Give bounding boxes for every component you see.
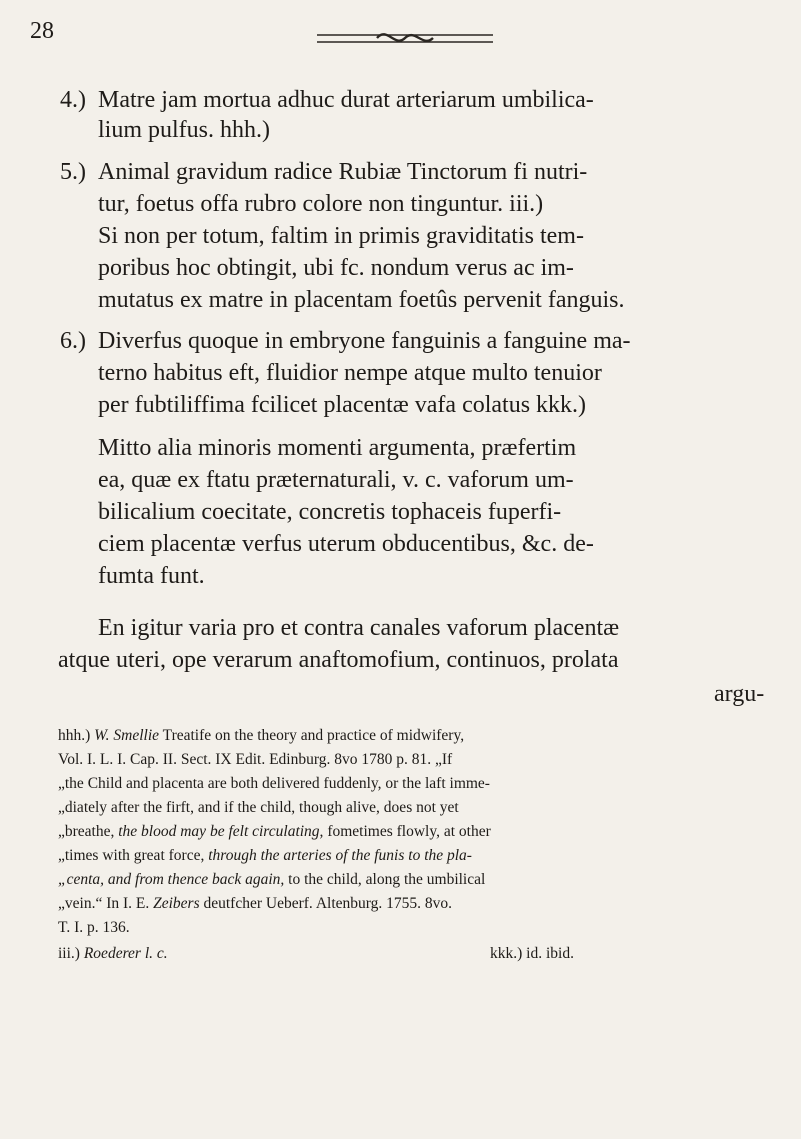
footnote-hhh-line-7-b: to the child, along the umbilical [288,871,486,888]
footnote-hhh-line-4: „diately after the firft, and if the child, though alive, does not yet [58,799,459,816]
footnote-hhh-line-5-a: „breathe, [58,823,115,840]
item-4-line-1: Matre jam mortua adhuc durat arteriarum umbilica- [98,87,594,113]
header-ornament [315,26,495,50]
footnote-hhh-line-8-italic: Zeibers [153,895,200,912]
footnote-hhh-line-6 [58,846,472,866]
item-6-line-2: terno habitus eft, fluidior nempe atque multo tenuior [98,360,602,386]
footnote-kkk [490,944,574,964]
footnote-hhh-label: hhh.) [58,727,91,744]
item-6-line-3: per fubtiliffima fcilicet placentæ vafa colatus kkk.) [98,392,587,418]
footnote-hhh-line-5-italic: the blood may be felt circulating, [118,823,324,840]
footnote-hhh-line-8-b: deutfcher Ueberf. Altenburg. 1755. 8vo. [203,895,453,912]
footnote-iii-text: Roederer l. c. [83,945,168,962]
footnote-kkk-text: id. ibid. [526,945,574,962]
footnote-hhh-line-6-a: „times with great force, [58,847,205,864]
footnote-hhh-line-8-a: „vein.“ In I. E. [58,895,150,912]
footnote-hhh-line-5-b: fometimes flowly, at other [327,823,491,840]
en-line-1: En igitur varia pro et contra canales vaforum placentæ [98,615,620,641]
item-4-number: 4.) [60,87,86,113]
footnote-hhh-line-9: T. I. p. 136. [58,919,130,936]
footnote-hhh-line-5 [58,822,491,842]
item-5-line-1: Animal gravidum radice Rubiæ Tinctorum fi nutri- [98,159,588,185]
item-6-line-1: Diverfus quoque in embryone fanguinis a fanguine ma- [98,328,631,354]
mitto-line-4: ciem placentæ verfus uterum obducentibus, &c. de- [98,531,594,557]
item-6-number: 6.) [60,328,86,354]
en-line-2: atque uteri, ope verarum anaftomofium, continuos, prolata [58,647,619,673]
footnote-kkk-label: kkk.) [490,945,523,962]
mitto-line-2: ea, quæ ex ftatu præternaturali, v. c. vaforum um- [98,467,574,493]
footnote-hhh-line-7-italic: „centa, and from thence back again, [58,871,285,888]
item-5-line-3: Si non per totum, faltim in primis graviditatis tem- [98,223,584,249]
page-number: 28 [30,18,54,44]
mitto-line-3: bilicalium coecitate, concretis tophaceis fuperfi- [98,499,562,525]
footnote-iii [58,944,168,964]
footnote-hhh-line-8 [58,894,452,914]
item-5-line-2: tur, foetus offa rubro colore non tinguntur. iii.) [98,191,544,217]
item-5-line-5: mutatus ex matre in placentam foetûs pervenit fanguis. [98,287,625,313]
mitto-line-1: Mitto alia minoris momenti argumenta, præfertim [98,435,577,461]
item-4-line-2: lium pulfus. hhh.) [98,117,270,143]
footnote-hhh-line-6-italic: through the arteries of the funis to the pla- [208,847,472,864]
footnote-hhh-line-1 [58,726,464,746]
footnote-hhh-title: Treatife on the theory and practice of midwifery, [162,727,465,744]
footnote-hhh-line-2: Vol. I. L. I. Cap. II. Sect. IX Edit. Edinburg. 8vo 1780 p. 81. „If [58,751,453,768]
item-5-number: 5.) [60,159,86,185]
mitto-line-5: fumta funt. [98,563,205,589]
catchword: argu- [714,681,765,707]
footnote-hhh-line-7 [58,870,485,890]
footnote-iii-label: iii.) [58,945,80,962]
footnote-hhh-author: W. Smellie [94,727,160,744]
item-5-line-4: poribus hoc obtingit, ubi fc. nondum verus ac im- [98,255,574,281]
footnote-hhh-line-3: „the Child and placenta are both delivered fuddenly, or the laft imme- [58,775,490,792]
